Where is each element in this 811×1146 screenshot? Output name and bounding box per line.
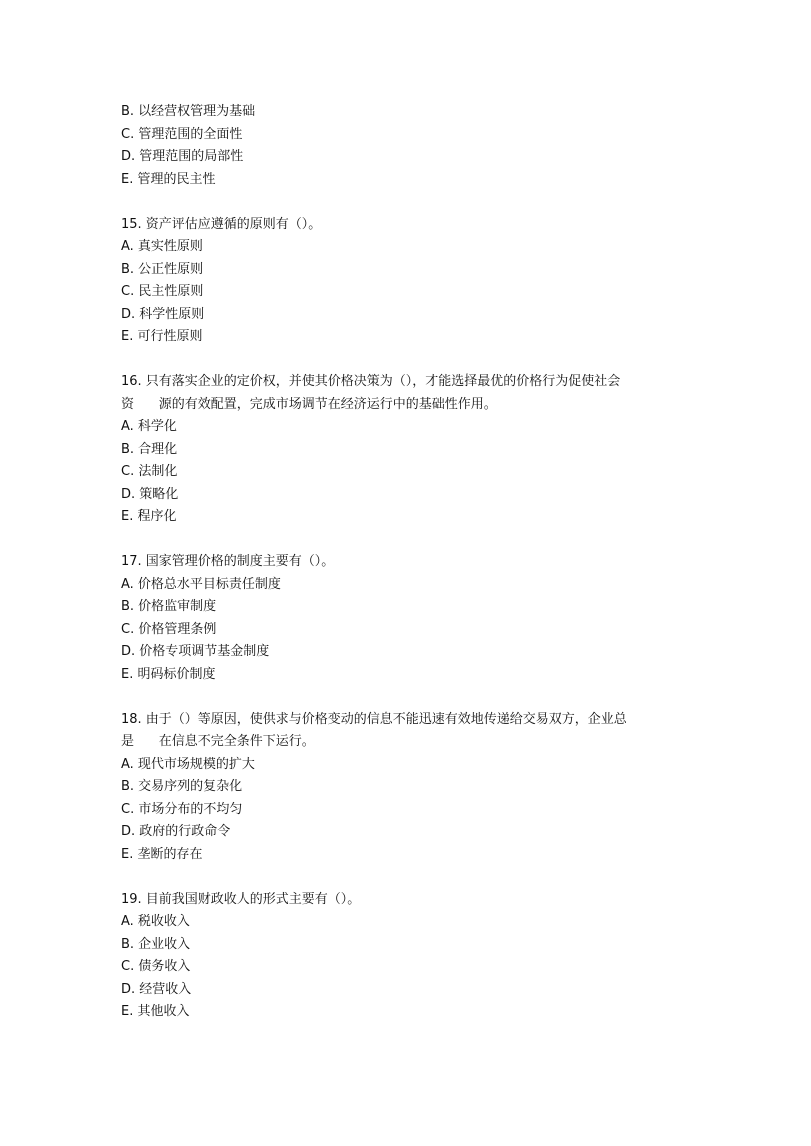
option-c: C. 市场分布的不均匀: [121, 801, 243, 817]
question-stem-continued: 资 源的有效配置，完成市场调节在经济运行中的基础性作用。: [121, 396, 497, 412]
question-17: [121, 551, 681, 686]
question-15: [121, 214, 681, 349]
option-d: D. 管理范围的局部性: [121, 149, 244, 164]
option-c: C. 债务收入: [121, 959, 191, 974]
document-page: [121, 101, 681, 1024]
option-a: A. 现代市场规模的扩大: [121, 756, 255, 772]
option-e: E. 程序化: [121, 509, 177, 524]
option-b: B. 合理化: [121, 441, 178, 457]
question-19: [121, 889, 681, 1024]
option-e: E. 垄断的存在: [121, 846, 203, 862]
question-stem: 16. 只有落实企业的定价权，并使其价格决策为（），才能选择最优的价格行为促使社会: [121, 374, 621, 389]
question-16: [121, 371, 681, 529]
option-d: D. 策略化: [121, 486, 179, 502]
question-stem: 17. 国家管理价格的制度主要有（）。: [121, 554, 335, 569]
question-stem-continued: 是 在信息不完全条件下运行。: [121, 734, 315, 749]
question-stem: 19. 目前我国财政收人的形式主要有（）。: [121, 891, 361, 907]
option-c: C. 民主性原则: [121, 284, 204, 299]
option-a: A. 真实性原则: [121, 239, 203, 254]
option-e: E. 明码标价制度: [121, 666, 216, 682]
option-b: B. 企业收入: [121, 936, 191, 952]
option-c: C. 价格管理条例: [121, 621, 217, 637]
option-b: B. 公正性原则: [121, 261, 204, 277]
option-b: B. 价格监审制度: [121, 599, 217, 614]
question-stem: 15. 资产评估应遵循的原则有（）。: [121, 216, 322, 232]
option-d: D. 经营收入: [121, 981, 192, 997]
option-c: C. 法制化: [121, 464, 178, 479]
option-e: E. 其他收入: [121, 1004, 190, 1019]
option-d: D. 科学性原则: [121, 306, 205, 322]
option-b: B. 以经营权管理为基础: [121, 104, 256, 119]
option-a: A. 科学化: [121, 419, 177, 434]
option-a: A. 税收收入: [121, 914, 190, 929]
option-list: [121, 101, 681, 191]
option-e: E. 管理的民主性: [121, 171, 216, 187]
question-18: [121, 709, 681, 867]
option-d: D. 政府的行政命令: [121, 824, 231, 839]
option-e: E. 可行性原则: [121, 329, 203, 344]
option-b: B. 交易序列的复杂化: [121, 779, 243, 794]
option-d: D. 价格专项调节基金制度: [121, 644, 270, 659]
question-stem: 18. 由于（）等原因，使供求与价格变动的信息不能迅速有效地传递给交易双方，企业总: [121, 711, 627, 727]
option-a: A. 价格总水平目标责任制度: [121, 576, 281, 592]
option-c: C. 管理范围的全面性: [121, 126, 243, 142]
